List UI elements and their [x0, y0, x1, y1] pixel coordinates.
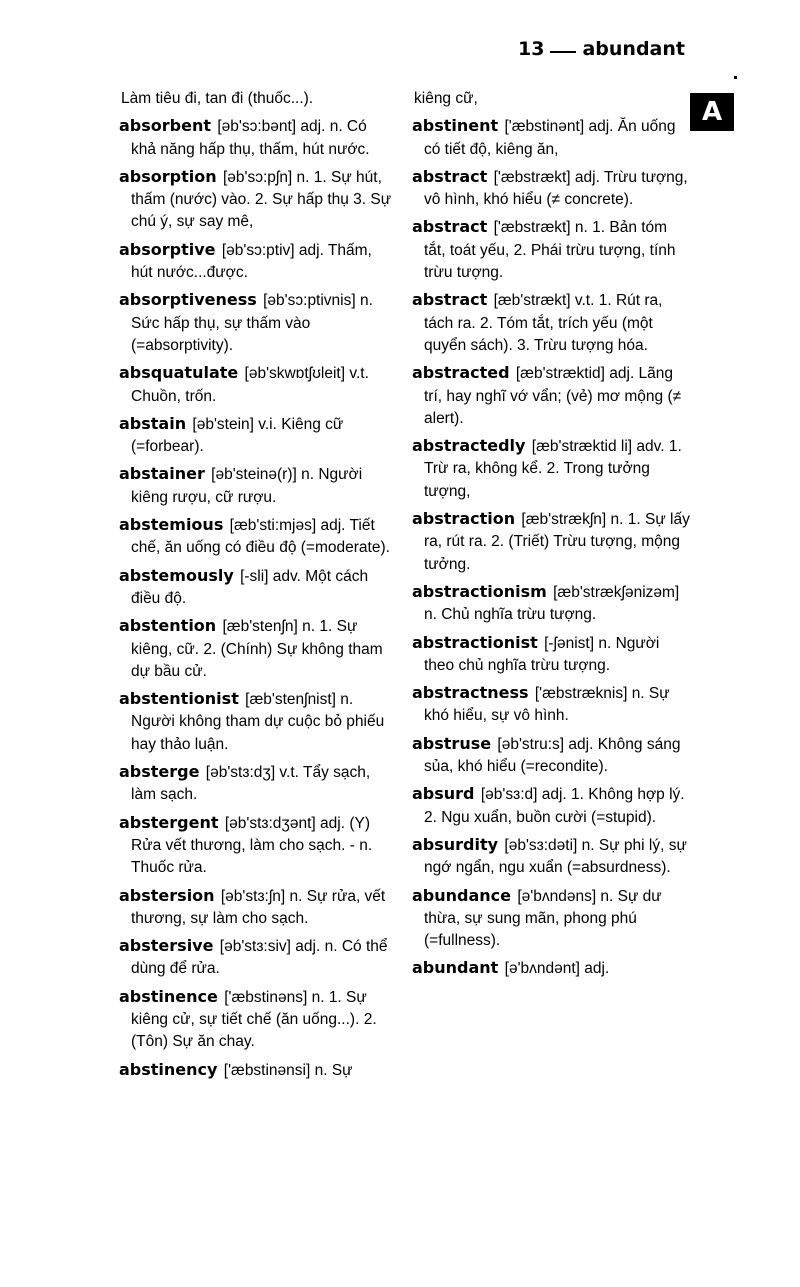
headword: abundant: [412, 958, 499, 978]
headword: absorption: [119, 166, 217, 186]
definition: ['æbstrækt] n. 1. Bản tóm tắt, toát yếu, 2. Phái trừu tượng, tính trừu tượng.: [424, 219, 676, 282]
definition: [əb'stɜ:dʒ] v.t. Tẩy sạch, làm sạch.: [131, 764, 371, 804]
headword: abstracted: [412, 363, 510, 383]
dictionary-entry: [119, 514, 394, 560]
headword: abstract: [412, 290, 488, 310]
dictionary-entry: [412, 733, 690, 779]
definition: [æb'sti:mjəs] adj. Tiết chế, ăn uống có điều độ (=moderate).: [131, 517, 390, 557]
dictionary-entry: [412, 783, 690, 829]
headword: absorbent: [119, 116, 211, 136]
headword: abstersion: [119, 885, 215, 905]
dot-mark: [734, 76, 737, 79]
definition: [əb'sɔ:ptivnis] n. Sức hấp thụ, sự thấm vào (=absorptivity).: [131, 292, 373, 354]
thumb-tab: A: [690, 93, 734, 131]
dictionary-entry: [119, 87, 394, 110]
definition: [əb'sɔ:bənt] adj. n. Có khả năng hấp thụ, thấm, hút nước.: [131, 118, 370, 158]
definition: [əb'sɜ:d] adj. 1. Không hợp lý. 2. Ngu xuẩn, buồn cười (=stupid).: [424, 786, 685, 826]
definition: ['æbstræknis] n. Sự khó hiểu, sự vô hình.: [424, 685, 670, 725]
dictionary-entry: [412, 362, 690, 430]
dictionary-entry: [119, 115, 394, 161]
headword: abstinent: [412, 116, 499, 136]
headword: abstruse: [412, 733, 492, 753]
guide-word: abundant: [582, 38, 685, 60]
definition: [ə'bʌndənt] adj.: [504, 960, 610, 978]
dictionary-entry: [119, 166, 394, 234]
dictionary-entry: [412, 508, 690, 576]
right-column: [412, 87, 690, 986]
headword: abstemously: [119, 565, 234, 585]
definition: [æb'stenʃnist] n. Người không tham dự cuộc bỏ phiếu hay thảo luận.: [131, 691, 385, 753]
dictionary-entry: [412, 166, 690, 212]
headword: abstinence: [119, 986, 218, 1006]
headword: absterge: [119, 762, 200, 782]
headword: abstract: [412, 166, 488, 186]
dictionary-entry: [412, 216, 690, 284]
definition: ['æbstinənt] adj. Ăn uống có tiết độ, kiêng ăn,: [424, 118, 676, 158]
dictionary-entry: [412, 581, 690, 627]
headword: abstractionism: [412, 581, 547, 601]
dictionary-entry: [119, 463, 394, 509]
dictionary-entry: [119, 239, 394, 285]
dictionary-entry: [119, 986, 394, 1054]
definition: [æb'stenʃn] n. 1. Sự kiêng, cữ. 2. (Chính) Sự không tham dự bầu cử.: [131, 618, 383, 680]
headword: absurd: [412, 784, 475, 804]
dictionary-entry: [412, 834, 690, 880]
headword: abstractness: [412, 683, 529, 703]
definition: [-sli] adv. Một cách điều độ.: [131, 567, 369, 607]
running-header: [518, 38, 685, 60]
dictionary-entry: [412, 885, 690, 953]
headword: absorptive: [119, 239, 216, 259]
headword: absurdity: [412, 834, 499, 854]
definition: [əb'stɜ:dʒənt] adj. (Y) Rửa vết thương, làm cho sạch. - n. Thuốc rửa.: [131, 814, 373, 877]
dictionary-entry: [412, 957, 690, 980]
definition: ['æbstrækt] adj. Trừu tượng, vô hình, khó hiểu (≠ concrete).: [424, 168, 688, 209]
headword: absorptiveness: [119, 290, 257, 310]
headword: abstention: [119, 616, 217, 636]
headword: abstract: [412, 217, 488, 237]
headword: abstraction: [412, 509, 516, 529]
dictionary-entry: [412, 289, 690, 357]
dictionary-entry: [412, 682, 690, 728]
headword: abstergent: [119, 812, 219, 832]
definition: [əb'steinə(r)] n. Người kiêng rượu, cữ rượu.: [131, 466, 363, 506]
dictionary-entry: [119, 935, 394, 981]
dictionary-entry: [412, 435, 690, 503]
definition: [æb'stræktid li] adv. 1. Trừ ra, không kể. 2. Trong tưởng tượng,: [424, 438, 682, 500]
dictionary-entry: [119, 362, 394, 408]
dictionary-entry: [119, 615, 394, 683]
definition: [əb'stɜ:ʃn] n. Sự rửa, vết thương, sự làm cho sạch.: [131, 887, 386, 927]
definition: [əb'skwɒtʃʊleit] v.t. Chuồn, trốn.: [131, 365, 369, 405]
definition: [æb'strækt] v.t. 1. Rút ra, tách ra. 2. Tóm tắt, trích yếu (một quyển sách). 3. Trừu tượng hóa.: [424, 292, 663, 354]
headword: abstersive: [119, 936, 214, 956]
page-number: 13: [518, 38, 545, 60]
definition: [əb'stru:s] adj. Không sáng sủa, khó hiểu (=recondite).: [424, 735, 681, 776]
definition: ['æbstinəns] n. 1. Sự kiêng cử, sự tiết chế (ăn uống...). 2. (Tôn) Sự ăn chay.: [131, 988, 377, 1051]
dictionary-entry: [412, 632, 690, 678]
dictionary-entry: [119, 885, 394, 931]
dictionary-entry: [119, 812, 394, 880]
headword: abstractionist: [412, 632, 538, 652]
definition: [ə'bʌndəns] n. Sự dư thừa, sự sung mãn, phong phú (=fullness).: [424, 887, 662, 950]
definition: Làm tiêu đi, tan đi (thuốc...).: [121, 90, 314, 107]
dictionary-entry: [119, 565, 394, 611]
definition: [æb'strækʃənizəm] n. Chủ nghĩa trừu tượng.: [424, 583, 680, 624]
definition: [æb'strækʃn] n. 1. Sự lấy ra, rút ra. 2. (Triết) Trừu tượng, mộng tưởng.: [424, 511, 690, 573]
headword: abstain: [119, 413, 187, 433]
definition: [əb'stein] v.i. Kiêng cữ (=forbear).: [131, 415, 344, 456]
definition: [-ʃənist] n. Người theo chủ nghĩa trừu tượng.: [424, 634, 660, 674]
definition: [əb'sɜ:dəti] n. Sự phi lý, sự ngớ ngẩn, ngu xuẩn (=absurdness).: [424, 836, 687, 877]
headword: abstinency: [119, 1059, 218, 1079]
headword: abstemious: [119, 515, 224, 535]
definition: [əb'stɜ:siv] adj. n. Có thể dùng để rửa.: [131, 938, 388, 978]
definition: [əb'sɔ:pʃn] n. 1. Sự hút, thấm (nước) vào. 2. Sự hấp thụ 3. Sự chú ý, sự say mê,: [131, 168, 392, 231]
dictionary-entry: [119, 688, 394, 756]
dictionary-entry: [119, 1059, 394, 1082]
dictionary-entry: [119, 761, 394, 807]
definition: [əb'sɔ:ptiv] adj. Thấm, hút nước...được.: [131, 241, 372, 282]
dictionary-entry: [412, 87, 690, 110]
headword: absquatulate: [119, 363, 239, 383]
left-column: [119, 87, 394, 1087]
headword: abundance: [412, 885, 512, 905]
headword: abstentionist: [119, 689, 239, 709]
definition: [æb'stræktid] adj. Lãng trí, hay nghĩ vớ vẩn; (vẻ) mơ mộng (≠ alert).: [424, 365, 682, 427]
headword: abstainer: [119, 464, 205, 484]
dictionary-entry: [119, 289, 394, 357]
header-rule: [550, 51, 576, 53]
definition: kiêng cữ,: [414, 90, 478, 107]
definition: ['æbstinənsi] n. Sự: [223, 1061, 353, 1079]
headword: abstractedly: [412, 436, 526, 456]
dictionary-entry: [119, 413, 394, 459]
dictionary-entry: [412, 115, 690, 161]
